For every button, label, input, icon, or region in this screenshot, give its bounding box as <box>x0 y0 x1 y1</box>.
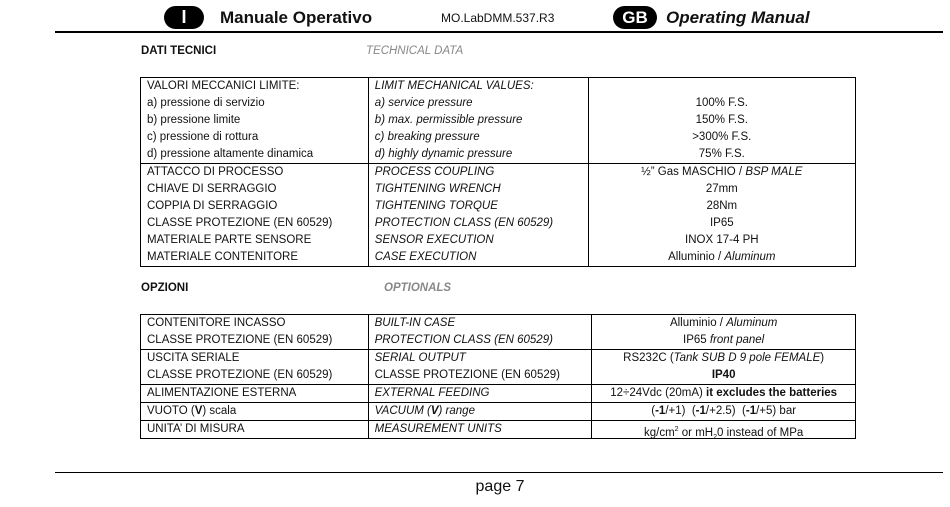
header-title-english: Operating Manual <box>666 8 810 27</box>
value-text: IP65 <box>683 334 710 346</box>
english-flag-badge: GB <box>613 6 657 29</box>
cell-line: PROCESS COUPLING <box>374 166 495 178</box>
builtin-case-en-cell <box>368 315 592 350</box>
specs-it-cell <box>141 164 369 267</box>
specs-value-cell <box>588 164 855 267</box>
header-title-italian: Manuale Operativo <box>220 8 373 27</box>
table-row <box>141 385 856 403</box>
cell-line <box>375 403 586 420</box>
text-part-bold: -1 <box>695 405 706 417</box>
italian-flag-badge: I <box>164 6 204 29</box>
units-value-cell <box>592 421 856 442</box>
limit-values-en-cell <box>368 78 588 164</box>
text-part: /+2.5) ( <box>705 405 746 417</box>
cell-line: 27mm <box>705 183 738 195</box>
text-part-bold: V <box>430 405 439 417</box>
cell-line: CHIAVE DI SERRAGGIO <box>147 183 277 195</box>
units-it-cell <box>141 421 369 439</box>
cell-line: 150% F.S. <box>695 114 748 126</box>
document-code: MO.LabDMM.537.R3 <box>441 11 555 25</box>
text-part: VUOTO ( <box>147 405 195 417</box>
vacuum-it-cell <box>141 403 369 421</box>
cell-line: LIMIT MECHANICAL VALUES: <box>374 80 534 92</box>
cell-line: BUILT-IN CASE <box>374 317 456 329</box>
page-number: page 7 <box>475 478 525 495</box>
table-row <box>141 403 856 421</box>
cell-line <box>598 332 849 349</box>
cell-line: PROTECTION CLASS (EN 60529) <box>374 334 553 346</box>
cell-line: >300% F.S. <box>692 131 752 143</box>
page-header <box>0 0 950 34</box>
cell-line: UNITA’ DI MISURA <box>147 423 245 435</box>
text-part: VACUUM ( <box>374 405 431 417</box>
cell-line <box>595 249 849 266</box>
cell-line: 100% F.S. <box>695 97 748 109</box>
specs-en-cell <box>368 164 588 267</box>
cell-line: 75% F.S. <box>698 148 745 160</box>
cell-line <box>595 78 849 95</box>
text-part: ) scala <box>202 405 237 417</box>
cell-line: b) max. permissible pressure <box>374 114 523 126</box>
footer-divider <box>55 472 943 473</box>
cell-line: SENSOR EXECUTION <box>374 234 494 246</box>
cell-line: CASE EXECUTION <box>374 251 477 263</box>
cell-line: a) service pressure <box>374 97 473 109</box>
table-row <box>141 315 856 350</box>
value-text-en: front panel <box>709 334 765 346</box>
text-part-bold: V <box>194 405 203 417</box>
value-text-bold: it excludes the batteries <box>706 387 838 399</box>
subscript: 2 <box>713 434 717 442</box>
value-text: Alluminio / <box>668 251 725 263</box>
serial-output-en-cell <box>368 350 592 385</box>
cell-line: PROTECTION CLASS (EN 60529) <box>374 217 554 229</box>
text-part-bold: -1 <box>655 405 666 417</box>
cell-line: TIGHTENING WRENCH <box>374 183 501 195</box>
value-text-en: Tank SUB D 9 pole FEMALE <box>673 352 821 364</box>
cell-line: d) pressione altamente dinamica <box>147 148 314 160</box>
external-feeding-value-cell <box>592 385 856 403</box>
cell-line <box>598 403 849 420</box>
header-divider <box>55 31 943 33</box>
cell-line: a) pressione di servizio <box>147 97 265 109</box>
limit-values-value-cell <box>588 78 855 164</box>
table-row <box>141 164 856 267</box>
cell-line: COPPIA DI SERRAGGIO <box>147 200 278 212</box>
section-title-optionals-it: OPZIONI <box>141 282 189 294</box>
builtin-case-it-cell <box>141 315 369 350</box>
table-row <box>141 350 856 385</box>
cell-line: TIGHTENING TORQUE <box>374 200 498 212</box>
external-feeding-en-cell <box>368 385 592 403</box>
limit-values-it-cell <box>141 78 369 164</box>
cell-line: MATERIALE CONTENITORE <box>147 251 299 263</box>
cell-line <box>598 385 849 402</box>
cell-line: ALIMENTAZIONE ESTERNA <box>147 387 297 399</box>
value-text-en: Aluminum <box>724 251 776 263</box>
section-title-technical-it: DATI TECNICI <box>141 45 217 57</box>
cell-line: VALORI MECCANICI LIMITE: <box>147 80 300 92</box>
cell-line: EXTERNAL FEEDING <box>374 387 490 399</box>
text-part: or mH <box>678 426 714 439</box>
value-text-en: Aluminum <box>726 317 778 329</box>
cell-line: b) pressione limite <box>147 114 241 126</box>
builtin-case-value-cell <box>592 315 856 350</box>
table-row <box>141 421 856 439</box>
cell-line: c) pressione di rottura <box>147 131 259 143</box>
cell-line: IP40 <box>711 369 736 381</box>
cell-line: INOX 17-4 PH <box>685 234 759 246</box>
cell-line: MATERIALE PARTE SENSORE <box>147 234 312 246</box>
cell-line: d) highly dynamic pressure <box>374 148 513 160</box>
cell-line: c) breaking pressure <box>374 131 480 143</box>
cell-line: CLASSE PROTEZIONE (EN 60529) <box>147 217 333 229</box>
section-title-technical-en: TECHNICAL DATA <box>366 45 464 57</box>
text-part: ) range <box>438 405 475 417</box>
vacuum-value-cell <box>592 403 856 421</box>
superscript: 2 <box>674 426 679 433</box>
cell-line: 28Nm <box>706 200 738 212</box>
cell-line: CLASSE PROTEZIONE (EN 60529) <box>147 334 333 346</box>
cell-line <box>598 350 849 367</box>
vacuum-en-cell <box>368 403 592 421</box>
cell-line <box>147 403 362 420</box>
value-text: 12÷24Vdc (20mA) <box>610 387 707 399</box>
serial-output-value-cell <box>592 350 856 385</box>
external-feeding-it-cell <box>141 385 369 403</box>
cell-line <box>595 164 849 181</box>
cell-line <box>598 315 849 332</box>
cell-line: CONTENITORE INCASSO <box>147 317 286 329</box>
cell-line: SERIAL OUTPUT <box>374 352 466 364</box>
cell-line: ATTACCO DI PROCESSO <box>147 166 284 178</box>
text-part: ( <box>651 405 656 417</box>
text-part: /+1) ( <box>665 405 696 417</box>
value-text: Alluminio / <box>669 317 727 329</box>
serial-output-it-cell <box>141 350 369 385</box>
cell-line: IP65 <box>709 217 734 229</box>
cell-line <box>598 421 849 442</box>
value-text-en: BSP MALE <box>745 166 803 178</box>
cell-line: USCITA SERIALE <box>147 352 240 364</box>
text-part: kg/cm <box>644 426 675 439</box>
value-text: ½” Gas MASCHIO / <box>641 166 746 178</box>
text-part: /+5) bar <box>756 405 797 417</box>
text-part-bold: -1 <box>745 405 757 417</box>
cell-line: MEASUREMENT UNITS <box>374 423 502 435</box>
cell-line: CLASSE PROTEZIONE (EN 60529) <box>374 369 560 381</box>
section-title-optionals-en: OPTIONALS <box>384 282 452 294</box>
optionals-table <box>140 314 856 442</box>
value-text: RS232C ( <box>623 352 674 364</box>
technical-data-table <box>140 77 856 267</box>
table-row <box>141 78 856 164</box>
value-text: ) <box>820 352 825 364</box>
cell-line: CLASSE PROTEZIONE (EN 60529) <box>147 369 333 381</box>
text-part: 0 instead of MPa <box>716 426 804 439</box>
units-en-cell <box>368 421 592 439</box>
